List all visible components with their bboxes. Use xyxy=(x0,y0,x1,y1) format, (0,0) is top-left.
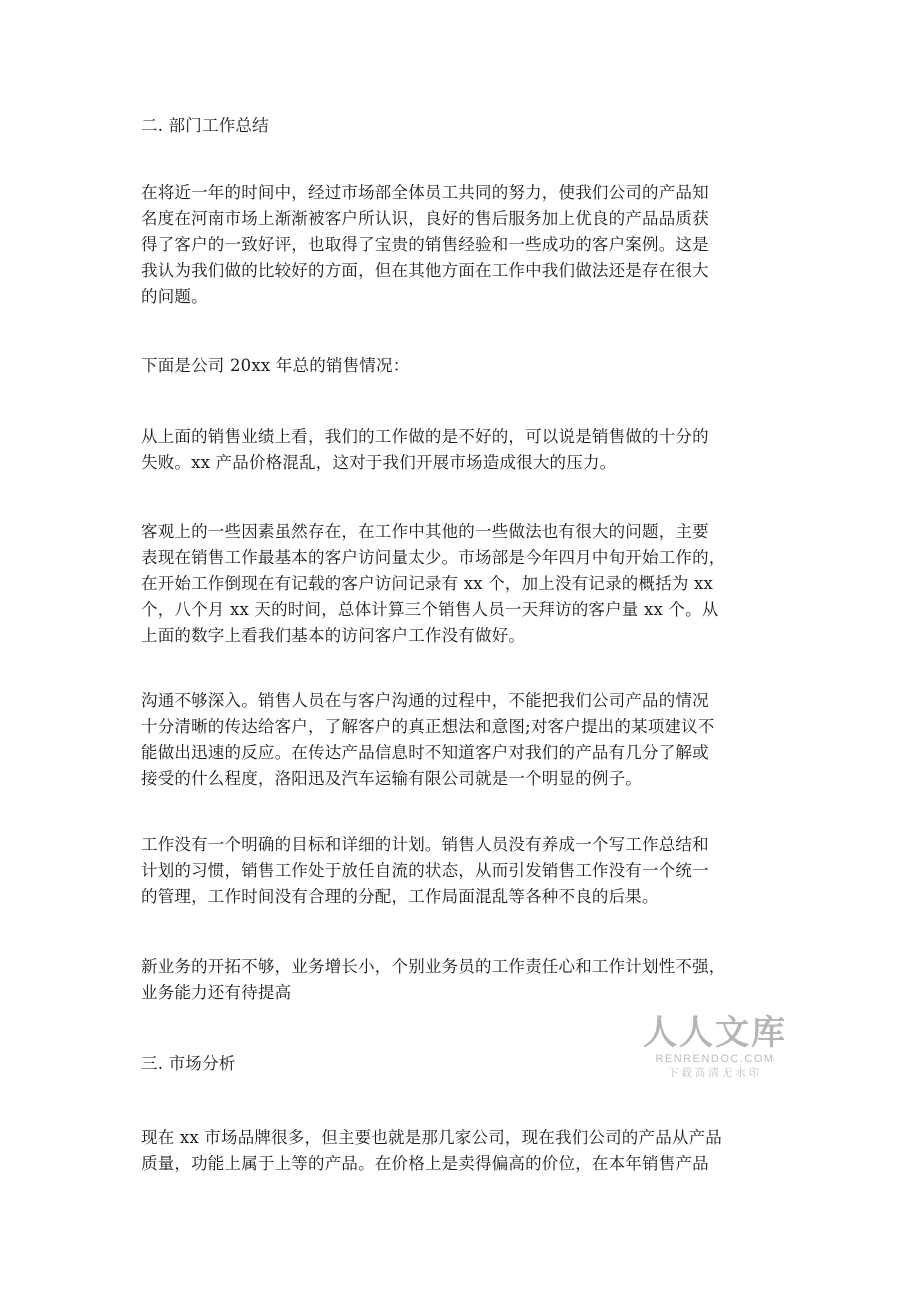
paragraph-planning xyxy=(141,832,781,910)
text-line: 客观上的一些因素虽然存在，在工作中其他的一些做法也有很大的问题，主要 xyxy=(141,522,709,541)
paragraph-market-brands xyxy=(141,1125,781,1177)
text-line: 计划的习惯，销售工作处于放任自流的状态，从而引发销售工作没有一个统一 xyxy=(141,861,709,880)
text-line: 我认为我们做的比较好的方面，但在其他方面在工作中我们做法还是存在很大 xyxy=(141,261,709,280)
paragraph-new-business xyxy=(141,954,781,1006)
text-line: 沟通不够深入。销售人员在与客户沟通的过程中，不能把我们公司产品的情况 xyxy=(141,691,709,710)
watermark-logo xyxy=(640,1014,790,1080)
text-line: 下面是公司 20xx 年总的销售情况： xyxy=(141,356,410,375)
text-line: 在将近一年的时间中，经过市场部全体员工共同的努力，使我们公司的产品知 xyxy=(141,183,709,202)
text-line: 在开始工作倒现在有记载的客户访问记录有 xx 个，加上没有记录的概括为 xx xyxy=(141,574,714,593)
paragraph-communication xyxy=(141,688,781,792)
section-heading-department-summary: 二. 部门工作总结 xyxy=(141,116,269,135)
text-line: 工作没有一个明确的目标和详细的计划。销售人员没有养成一个写工作总结和 xyxy=(141,835,709,854)
text-line: 质量，功能上属于上等的产品。在价格上是卖得偏高的价位，在本年销售产品 xyxy=(141,1154,709,1173)
text-line: 的管理，工作时间没有合理的分配，工作局面混乱等各种不良的后果。 xyxy=(141,887,659,906)
text-line: 能做出迅速的反应。在传达产品信息时不知道客户对我们的产品有几分了解或 xyxy=(141,743,709,762)
text-line: 个，八个月 xx 天的时间，总体计算三个销售人员一天拜访的客户量 xx 个。从 xyxy=(141,600,719,619)
watermark-tagline: 下载高清无水印 xyxy=(667,1067,763,1079)
text-line: 名度在河南市场上渐渐被客户所认识，良好的售后服务加上优良的产品品质获 xyxy=(141,209,709,228)
paragraph-visit-volume xyxy=(141,519,781,649)
text-line: 表现在销售工作最基本的客户访问量太少。市场部是今年四月中旬开始工作的， xyxy=(141,548,726,567)
text-line: 得了客户的一致好评，也取得了宝贵的销售经验和一些成功的客户案例。这是 xyxy=(141,235,709,254)
paragraph-sales-intro xyxy=(141,353,781,379)
text-line: 上面的数字上看我们基本的访问客户工作没有做好。 xyxy=(141,626,526,645)
text-line: 新业务的开拓不够，业务增长小，个别业务员的工作责任心和工作计划性不强， xyxy=(141,957,726,976)
paragraph-sales-performance xyxy=(141,424,781,476)
text-line: 失败。xx 产品价格混乱，这对于我们开展市场造成很大的压力。 xyxy=(141,453,617,472)
section-heading-market-analysis: 三. 市场分析 xyxy=(141,1054,236,1073)
watermark-url: RENRENDOC.COM xyxy=(655,1053,775,1065)
text-line: 现在 xx 市场品牌很多，但主要也就是那几家公司，现在我们公司的产品从产品 xyxy=(141,1128,723,1147)
text-line: 接受的什么程度，洛阳迅及汽车运输有限公司就是一个明显的例子。 xyxy=(141,769,642,788)
paragraph-year-overview xyxy=(141,180,781,310)
watermark-brand: 人人文库 xyxy=(643,1013,787,1053)
text-line: 十分清晰的传达给客户，了解客户的真正想法和意图;对客户提出的某项建议不 xyxy=(141,717,715,736)
text-line: 的问题。 xyxy=(141,287,208,306)
text-line: 从上面的销售业绩上看，我们的工作做的是不好的，可以说是销售做的十分的 xyxy=(141,427,709,446)
text-line: 业务能力还有待提高 xyxy=(141,983,292,1002)
